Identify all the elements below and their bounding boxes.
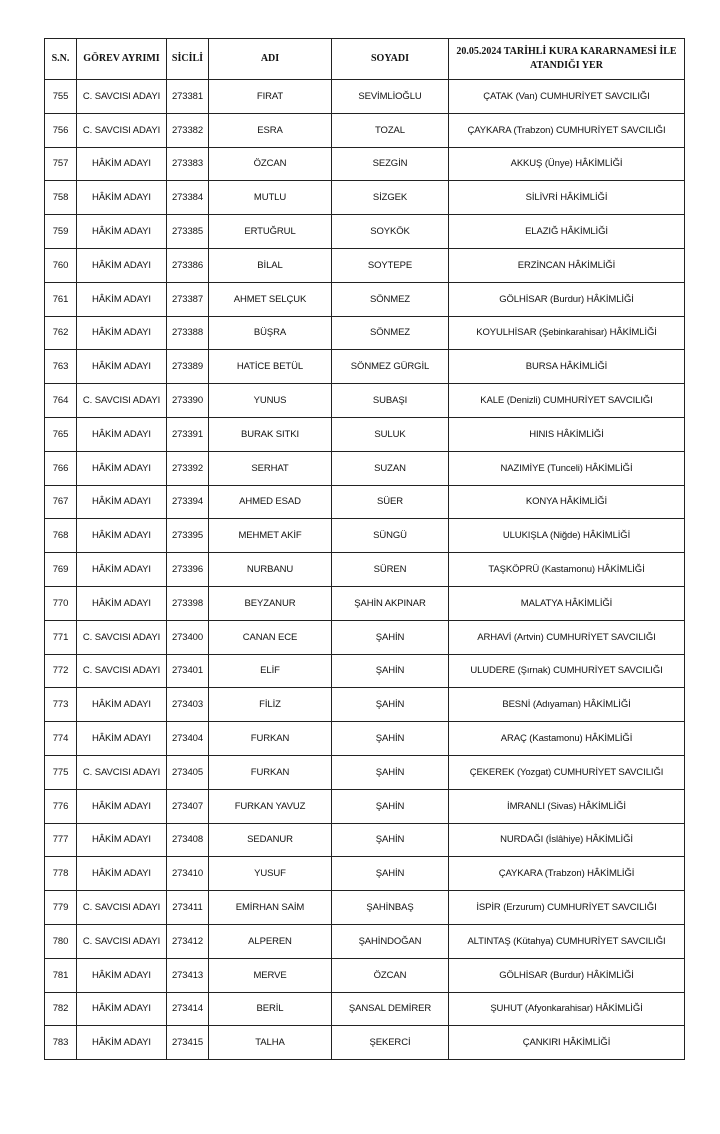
cell-soyadi: ÖZCAN: [332, 958, 449, 992]
cell-atandigi-yer: SİLİVRİ HÂKİMLİĞİ: [449, 181, 685, 215]
table-row: [45, 586, 685, 620]
cell-gorev: HÂKİM ADAYI: [77, 1026, 167, 1060]
table-row: [45, 688, 685, 722]
cell-sn: 761: [45, 282, 77, 316]
cell-adi: ALPEREN: [209, 924, 332, 958]
cell-atandigi-yer: ALTINTAŞ (Kütahya) CUMHURİYET SAVCILIĞI: [449, 924, 685, 958]
table-row: [45, 891, 685, 925]
cell-sn: 779: [45, 891, 77, 925]
cell-sn: 781: [45, 958, 77, 992]
cell-adi: AHMED ESAD: [209, 485, 332, 519]
cell-sicil: 273401: [167, 654, 209, 688]
table-row: [45, 823, 685, 857]
appointment-table: [44, 38, 685, 1060]
cell-sicil: 273408: [167, 823, 209, 857]
header-gorev: GÖREV AYRIMI: [77, 39, 167, 80]
cell-gorev: HÂKİM ADAYI: [77, 181, 167, 215]
cell-soyadi: ŞAHİN: [332, 755, 449, 789]
cell-sn: 768: [45, 519, 77, 553]
cell-soyadi: SEZGİN: [332, 147, 449, 181]
table-row: [45, 215, 685, 249]
cell-gorev: HÂKİM ADAYI: [77, 316, 167, 350]
cell-sn: 766: [45, 451, 77, 485]
cell-sn: 769: [45, 553, 77, 587]
table-row: [45, 350, 685, 384]
cell-sicil: 273414: [167, 992, 209, 1026]
cell-gorev: HÂKİM ADAYI: [77, 789, 167, 823]
cell-sn: 759: [45, 215, 77, 249]
table-row: [45, 181, 685, 215]
cell-soyadi: ŞEKERCİ: [332, 1026, 449, 1060]
table-row: [45, 1026, 685, 1060]
cell-atandigi-yer: ULUKIŞLA (Niğde) HÂKİMLİĞİ: [449, 519, 685, 553]
cell-sicil: 273398: [167, 586, 209, 620]
cell-gorev: C. SAVCISI ADAYI: [77, 654, 167, 688]
header-adi: ADI: [209, 39, 332, 80]
cell-sn: 755: [45, 80, 77, 114]
cell-adi: CANAN ECE: [209, 620, 332, 654]
cell-sn: 780: [45, 924, 77, 958]
cell-soyadi: SOYTEPE: [332, 248, 449, 282]
cell-adi: SERHAT: [209, 451, 332, 485]
cell-soyadi: SÜREN: [332, 553, 449, 587]
cell-sicil: 273391: [167, 417, 209, 451]
cell-sn: 773: [45, 688, 77, 722]
cell-soyadi: SULUK: [332, 417, 449, 451]
cell-sicil: 273407: [167, 789, 209, 823]
cell-sicil: 273382: [167, 113, 209, 147]
cell-adi: HATİCE BETÜL: [209, 350, 332, 384]
cell-sn: 767: [45, 485, 77, 519]
cell-atandigi-yer: GÖLHİSAR (Burdur) HÂKİMLİĞİ: [449, 282, 685, 316]
cell-soyadi: SÜNGÜ: [332, 519, 449, 553]
cell-gorev: HÂKİM ADAYI: [77, 282, 167, 316]
cell-sn: 757: [45, 147, 77, 181]
cell-gorev: HÂKİM ADAYI: [77, 958, 167, 992]
cell-atandigi-yer: MALATYA HÂKİMLİĞİ: [449, 586, 685, 620]
cell-soyadi: ŞAHİNBAŞ: [332, 891, 449, 925]
cell-gorev: C. SAVCISI ADAYI: [77, 384, 167, 418]
cell-adi: AHMET SELÇUK: [209, 282, 332, 316]
cell-sn: 765: [45, 417, 77, 451]
cell-sicil: 273390: [167, 384, 209, 418]
cell-atandigi-yer: NAZIMİYE (Tunceli) HÂKİMLİĞİ: [449, 451, 685, 485]
table-row: [45, 417, 685, 451]
cell-adi: MEHMET AKİF: [209, 519, 332, 553]
cell-sicil: 273392: [167, 451, 209, 485]
cell-sn: 763: [45, 350, 77, 384]
cell-adi: SEDANUR: [209, 823, 332, 857]
cell-sicil: 273396: [167, 553, 209, 587]
cell-atandigi-yer: NURDAĞI (İslâhiye) HÂKİMLİĞİ: [449, 823, 685, 857]
cell-soyadi: ŞAHİN AKPINAR: [332, 586, 449, 620]
cell-atandigi-yer: ARAÇ (Kastamonu) HÂKİMLİĞİ: [449, 722, 685, 756]
cell-soyadi: SÖNMEZ: [332, 316, 449, 350]
cell-sn: 760: [45, 248, 77, 282]
cell-adi: FURKAN YAVUZ: [209, 789, 332, 823]
cell-sicil: 273386: [167, 248, 209, 282]
table-row: [45, 147, 685, 181]
cell-atandigi-yer: KOYULHİSAR (Şebinkarahisar) HÂKİMLİĞİ: [449, 316, 685, 350]
cell-adi: BEYZANUR: [209, 586, 332, 620]
header-sn: S.N.: [45, 39, 77, 80]
cell-sicil: 273385: [167, 215, 209, 249]
cell-sicil: 273383: [167, 147, 209, 181]
header-sicil: SİCİLİ: [167, 39, 209, 80]
cell-gorev: HÂKİM ADAYI: [77, 722, 167, 756]
cell-sicil: 273410: [167, 857, 209, 891]
cell-gorev: HÂKİM ADAYI: [77, 992, 167, 1026]
cell-soyadi: SUBAŞI: [332, 384, 449, 418]
cell-sicil: 273389: [167, 350, 209, 384]
cell-adi: EMİRHAN SAİM: [209, 891, 332, 925]
cell-adi: FURKAN: [209, 755, 332, 789]
cell-gorev: HÂKİM ADAYI: [77, 147, 167, 181]
cell-soyadi: ŞANSAL DEMİRER: [332, 992, 449, 1026]
table-header: [45, 39, 685, 80]
table-row: [45, 755, 685, 789]
cell-gorev: HÂKİM ADAYI: [77, 823, 167, 857]
table-row: [45, 248, 685, 282]
cell-soyadi: SEVİMLİOĞLU: [332, 80, 449, 114]
cell-atandigi-yer: İMRANLI (Sivas) HÂKİMLİĞİ: [449, 789, 685, 823]
cell-sicil: 273404: [167, 722, 209, 756]
cell-sicil: 273405: [167, 755, 209, 789]
cell-gorev: C. SAVCISI ADAYI: [77, 924, 167, 958]
header-soyadi: SOYADI: [332, 39, 449, 80]
table-row: [45, 924, 685, 958]
cell-atandigi-yer: ULUDERE (Şırnak) CUMHURİYET SAVCILIĞI: [449, 654, 685, 688]
cell-sn: 783: [45, 1026, 77, 1060]
cell-soyadi: ŞAHİN: [332, 789, 449, 823]
table-row: [45, 80, 685, 114]
cell-soyadi: ŞAHİN: [332, 823, 449, 857]
cell-adi: ÖZCAN: [209, 147, 332, 181]
cell-adi: MUTLU: [209, 181, 332, 215]
cell-gorev: HÂKİM ADAYI: [77, 857, 167, 891]
table-row: [45, 620, 685, 654]
cell-soyadi: ŞAHİN: [332, 620, 449, 654]
cell-sicil: 273403: [167, 688, 209, 722]
table-row: [45, 958, 685, 992]
header-atandigi-yer: 20.05.2024 TARİHLİ KURA KARARNAMESİ İLE ATANDIĞI YER: [449, 39, 685, 80]
cell-adi: FİLİZ: [209, 688, 332, 722]
cell-adi: BİLAL: [209, 248, 332, 282]
table-row: [45, 316, 685, 350]
table-body: [45, 80, 685, 1060]
cell-adi: ERTUĞRUL: [209, 215, 332, 249]
cell-gorev: HÂKİM ADAYI: [77, 485, 167, 519]
cell-soyadi: ŞAHİNDOĞAN: [332, 924, 449, 958]
cell-sn: 778: [45, 857, 77, 891]
cell-sn: 764: [45, 384, 77, 418]
document-page: [44, 38, 684, 1060]
cell-soyadi: SİZGEK: [332, 181, 449, 215]
cell-soyadi: SÖNMEZ GÜRGİL: [332, 350, 449, 384]
cell-sicil: 273381: [167, 80, 209, 114]
table-row: [45, 282, 685, 316]
cell-adi: BURAK SITKI: [209, 417, 332, 451]
cell-atandigi-yer: İSPİR (Erzurum) CUMHURİYET SAVCILIĞI: [449, 891, 685, 925]
header-row: [45, 39, 685, 80]
cell-gorev: HÂKİM ADAYI: [77, 553, 167, 587]
cell-gorev: C. SAVCISI ADAYI: [77, 620, 167, 654]
cell-gorev: HÂKİM ADAYI: [77, 215, 167, 249]
cell-atandigi-yer: ÇATAK (Van) CUMHURİYET SAVCILIĞI: [449, 80, 685, 114]
cell-sn: 762: [45, 316, 77, 350]
cell-sn: 777: [45, 823, 77, 857]
cell-sn: 776: [45, 789, 77, 823]
cell-adi: FURKAN: [209, 722, 332, 756]
cell-gorev: HÂKİM ADAYI: [77, 688, 167, 722]
cell-sicil: 273388: [167, 316, 209, 350]
table-row: [45, 519, 685, 553]
cell-atandigi-yer: BESNİ (Adıyaman) HÂKİMLİĞİ: [449, 688, 685, 722]
cell-sicil: 273413: [167, 958, 209, 992]
cell-soyadi: SÜER: [332, 485, 449, 519]
cell-adi: YUSUF: [209, 857, 332, 891]
cell-atandigi-yer: ÇANKIRI HÂKİMLİĞİ: [449, 1026, 685, 1060]
cell-sicil: 273415: [167, 1026, 209, 1060]
cell-adi: BERİL: [209, 992, 332, 1026]
cell-atandigi-yer: AKKUŞ (Ünye) HÂKİMLİĞİ: [449, 147, 685, 181]
cell-atandigi-yer: ÇAYKARA (Trabzon) CUMHURİYET SAVCILIĞI: [449, 113, 685, 147]
cell-atandigi-yer: ERZİNCAN HÂKİMLİĞİ: [449, 248, 685, 282]
cell-sn: 756: [45, 113, 77, 147]
cell-atandigi-yer: ŞUHUT (Afyonkarahisar) HÂKİMLİĞİ: [449, 992, 685, 1026]
cell-sicil: 273395: [167, 519, 209, 553]
cell-soyadi: TOZAL: [332, 113, 449, 147]
cell-atandigi-yer: TAŞKÖPRÜ (Kastamonu) HÂKİMLİĞİ: [449, 553, 685, 587]
cell-sicil: 273412: [167, 924, 209, 958]
cell-gorev: HÂKİM ADAYI: [77, 586, 167, 620]
cell-sn: 758: [45, 181, 77, 215]
table-row: [45, 654, 685, 688]
cell-adi: YUNUS: [209, 384, 332, 418]
cell-soyadi: ŞAHİN: [332, 654, 449, 688]
cell-adi: NURBANU: [209, 553, 332, 587]
cell-adi: ESRA: [209, 113, 332, 147]
cell-adi: FIRAT: [209, 80, 332, 114]
cell-sicil: 273384: [167, 181, 209, 215]
cell-gorev: HÂKİM ADAYI: [77, 248, 167, 282]
table-row: [45, 451, 685, 485]
cell-gorev: HÂKİM ADAYI: [77, 451, 167, 485]
cell-sn: 775: [45, 755, 77, 789]
table-row: [45, 722, 685, 756]
cell-atandigi-yer: ÇEKEREK (Yozgat) CUMHURİYET SAVCILIĞI: [449, 755, 685, 789]
cell-soyadi: ŞAHİN: [332, 688, 449, 722]
cell-sicil: 273400: [167, 620, 209, 654]
table-row: [45, 789, 685, 823]
cell-gorev: HÂKİM ADAYI: [77, 417, 167, 451]
cell-atandigi-yer: KALE (Denizli) CUMHURİYET SAVCILIĞI: [449, 384, 685, 418]
cell-soyadi: ŞAHİN: [332, 857, 449, 891]
cell-adi: ELİF: [209, 654, 332, 688]
cell-adi: BÜŞRA: [209, 316, 332, 350]
cell-adi: TALHA: [209, 1026, 332, 1060]
cell-atandigi-yer: KONYA HÂKİMLİĞİ: [449, 485, 685, 519]
cell-soyadi: ŞAHİN: [332, 722, 449, 756]
cell-adi: MERVE: [209, 958, 332, 992]
cell-sicil: 273394: [167, 485, 209, 519]
table-row: [45, 992, 685, 1026]
cell-sn: 782: [45, 992, 77, 1026]
cell-gorev: C. SAVCISI ADAYI: [77, 755, 167, 789]
cell-atandigi-yer: ELAZIĞ HÂKİMLİĞİ: [449, 215, 685, 249]
cell-soyadi: SUZAN: [332, 451, 449, 485]
cell-gorev: C. SAVCISI ADAYI: [77, 113, 167, 147]
cell-sicil: 273411: [167, 891, 209, 925]
table-row: [45, 553, 685, 587]
cell-atandigi-yer: ÇAYKARA (Trabzon) HÂKİMLİĞİ: [449, 857, 685, 891]
cell-sn: 772: [45, 654, 77, 688]
cell-sicil: 273387: [167, 282, 209, 316]
table-row: [45, 485, 685, 519]
cell-atandigi-yer: GÖLHİSAR (Burdur) HÂKİMLİĞİ: [449, 958, 685, 992]
cell-sn: 770: [45, 586, 77, 620]
cell-gorev: C. SAVCISI ADAYI: [77, 891, 167, 925]
table-row: [45, 384, 685, 418]
cell-sn: 771: [45, 620, 77, 654]
cell-atandigi-yer: HINIS HÂKİMLİĞİ: [449, 417, 685, 451]
cell-sn: 774: [45, 722, 77, 756]
cell-gorev: HÂKİM ADAYI: [77, 350, 167, 384]
table-row: [45, 113, 685, 147]
cell-atandigi-yer: ARHAVİ (Artvin) CUMHURİYET SAVCILIĞI: [449, 620, 685, 654]
cell-gorev: C. SAVCISI ADAYI: [77, 80, 167, 114]
cell-soyadi: SÖNMEZ: [332, 282, 449, 316]
cell-atandigi-yer: BURSA HÂKİMLİĞİ: [449, 350, 685, 384]
cell-gorev: HÂKİM ADAYI: [77, 519, 167, 553]
cell-soyadi: SOYKÖK: [332, 215, 449, 249]
table-row: [45, 857, 685, 891]
